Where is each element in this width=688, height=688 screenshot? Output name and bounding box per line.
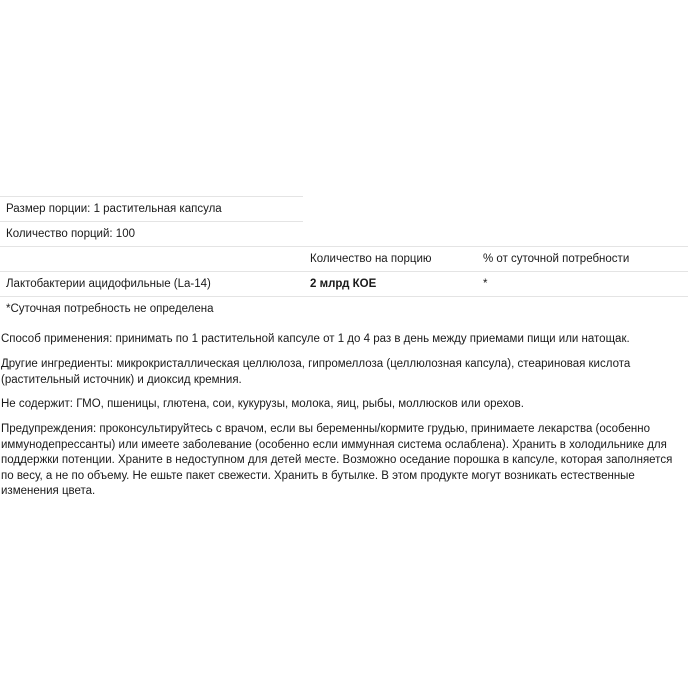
header-daily-value: % от суточной потребности (483, 253, 630, 265)
usage-text: Способ применения: принимать по 1 растительной капсуле от 1 до 4 раз в день между приемами пищи или натощак. (1, 333, 630, 345)
header-amount: Количество на порцию (310, 253, 432, 265)
warnings-text: Предупреждения: проконсультируйтесь с врачом, если вы беременны/кормите грудью, принимаете лекарства (особенно иммунодепрессанты) или имеете заболевание (особенно если иммунная система ослаблена). Хранить в холодильнике для поддержки потенции. Храните в недоступном для детей месте. Возможно оседание порошка в капсуле, которая заполняется по весу, а не по объему. Не ешьте пакет свежести. Хранить в бутылке. В этом продукте могут возникать естественные изменения цвета. (1, 423, 673, 497)
footnote-row (0, 297, 688, 321)
serving-size-row (0, 197, 688, 221)
other-ingredients-text: Другие ингредиенты: микрокристаллическая целлюлоза, гипромеллоза (целлюлозная капсула), стеариновая кислота (растительный источник) и диоксид кремния. (1, 358, 631, 386)
servings-per-container-row (0, 222, 688, 246)
does-not-contain-text: Не содержит: ГМО, пшеницы, глютена, сои, кукурузы, молока, яиц, рыбы, моллюсков или орехов. (1, 398, 524, 410)
ingredient-row (0, 272, 688, 296)
serving-size: Размер порции: 1 растительная капсула (6, 203, 222, 215)
ingredient-name: Лактобактерии ацидофильные (La-14) (6, 278, 211, 290)
table-header-row (0, 247, 688, 271)
footnote: *Суточная потребность не определена (6, 303, 214, 315)
ingredient-daily-value: * (483, 278, 488, 290)
ingredient-amount: 2 млрд КОЕ (310, 278, 377, 290)
servings-per-container: Количество порций: 100 (6, 228, 135, 240)
